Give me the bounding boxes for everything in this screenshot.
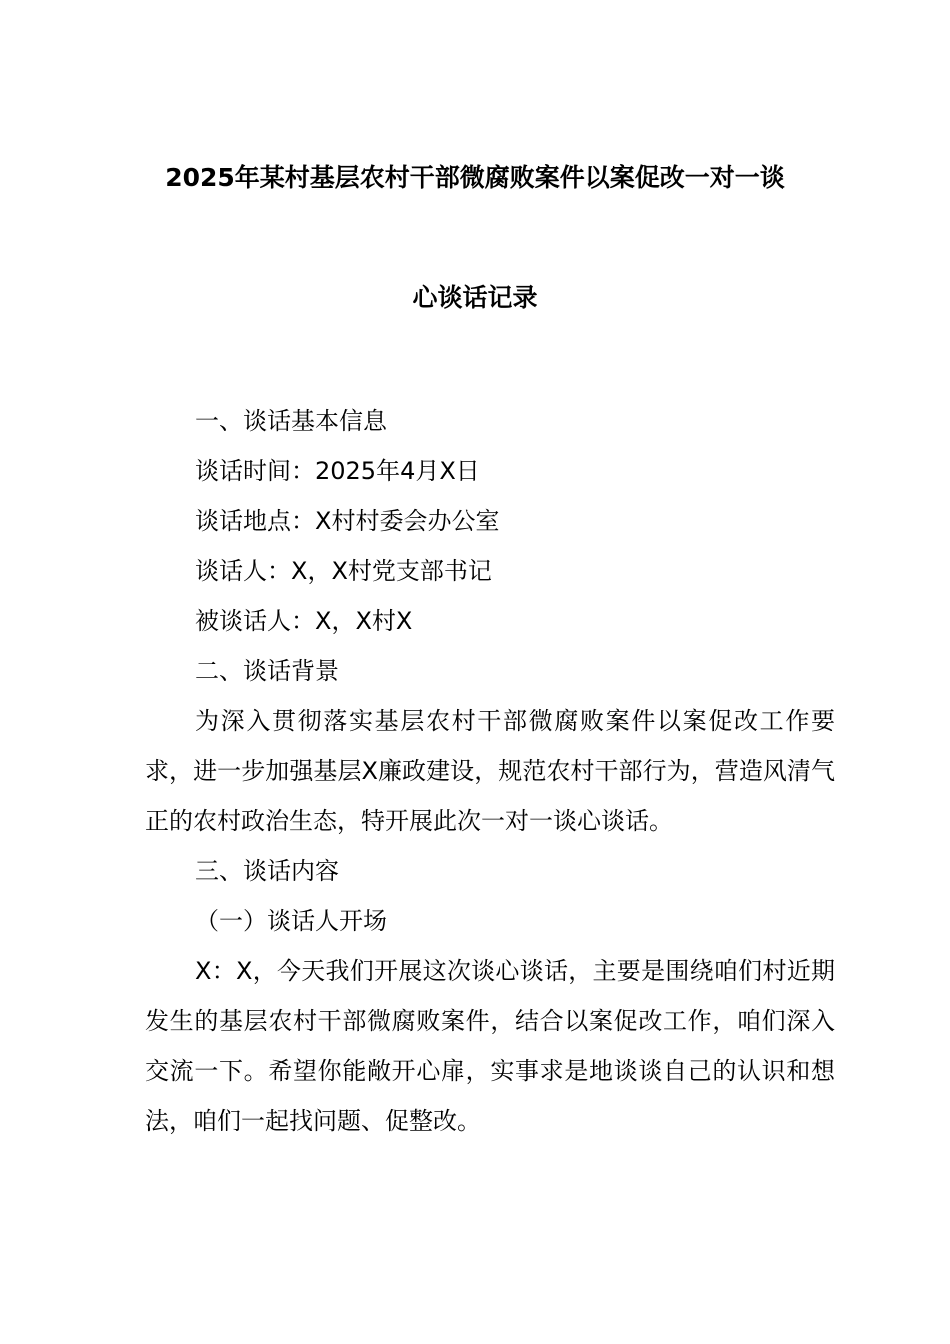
opening-paragraph: X：X，今天我们开展这次谈心谈话，主要是围绕咱们村近期发生的基层农村干部微腐败案件，结合以案促改工作，咱们深入交流一下。希望你能敞开心扉，实事求是地谈谈自己的认识和想法，咱们一起找问题、促整改。 [145,957,835,1135]
subsection-heading-opening: （一）谈话人开场 [195,907,387,935]
info-location: 谈话地点：X村村委会办公室 [195,507,500,535]
info-interviewee: 被谈话人：X，X村X [195,607,413,635]
section-heading-content: 三、谈话内容 [195,857,339,885]
section-heading-background: 二、谈话背景 [195,657,339,685]
document-title-line-1: 2025年某村基层农村干部微腐败案件以案促改一对一谈 [165,163,785,192]
section-heading-basic-info: 一、谈话基本信息 [195,407,387,435]
document-body [145,396,835,1146]
document-title-line-2: 心谈话记录 [412,283,538,312]
background-paragraph: 为深入贯彻落实基层农村干部微腐败案件以案促改工作要求，进一步加强基层X廉政建设，规范农村干部行为，营造风清气正的农村政治生态，特开展此次一对一谈心谈话。 [145,707,835,835]
info-interviewer: 谈话人：X，X村党支部书记 [195,557,492,585]
info-time: 谈话时间：2025年4月X日 [195,457,480,485]
